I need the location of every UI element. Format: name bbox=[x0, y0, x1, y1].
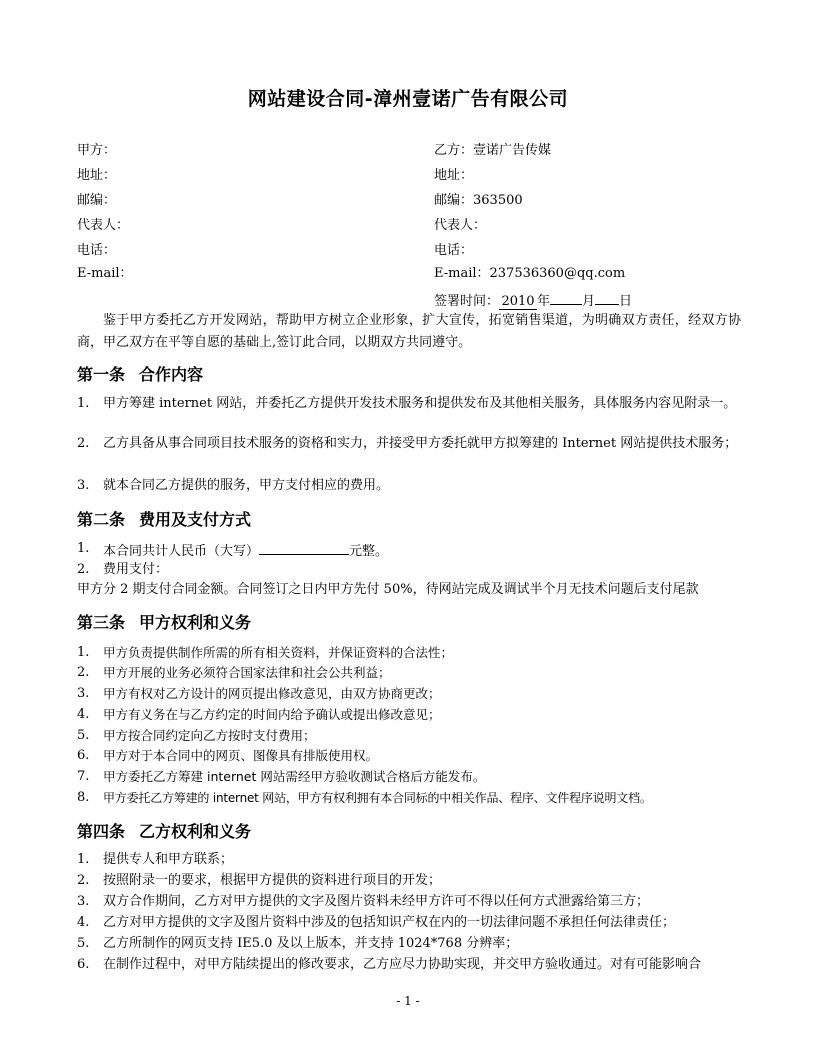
list-item bbox=[77, 643, 741, 663]
list-number: 6. bbox=[77, 957, 90, 972]
list-item-text: 按照附录一的要求，根据甲方提供的资料进行项目的开发； bbox=[103, 873, 442, 888]
list-number: 5. bbox=[77, 728, 90, 743]
sign-date-year-unit: 年 bbox=[537, 294, 551, 309]
section-2-number: 第二条 bbox=[77, 510, 126, 529]
list-item-text: 甲方开展的业务必须符合国家法律和社会公共利益； bbox=[103, 665, 391, 680]
sign-date-day-blank bbox=[595, 289, 619, 305]
fee-amount-blank bbox=[259, 539, 349, 555]
party-b-representative: 代表人： bbox=[434, 218, 487, 233]
list-item-text: 乙方具备从事合同项目技术服务的资格和实力，并接受甲方委托就甲方拟筹建的 Internet 网站提供技术服务； bbox=[103, 436, 738, 451]
section-3-heading bbox=[77, 610, 251, 633]
payment-terms: 甲方分 2 期支付合同金额。合同签订之日内甲方先付 50%，待网站完成及调试半个月无技术问题后支付尾款 bbox=[77, 582, 699, 597]
section-2-heading bbox=[77, 507, 251, 530]
list-number: 2. bbox=[77, 873, 90, 888]
sign-date-month-unit: 月 bbox=[582, 294, 596, 309]
section-4-heading bbox=[77, 819, 251, 842]
list-item bbox=[77, 913, 741, 933]
list-item-text bbox=[103, 539, 741, 562]
list-number: 3. bbox=[77, 478, 90, 493]
party-a-email: E-mail： bbox=[77, 266, 133, 281]
list-item-text: 甲方负责提供制作所需的所有相关资料，并保证资料的合法性； bbox=[103, 645, 454, 660]
party-b-postcode: 邮编：363500 bbox=[434, 193, 523, 208]
sign-date-day-unit: 日 bbox=[619, 294, 633, 309]
document-title: 网站建设合同-漳州壹诺广告有限公司 bbox=[247, 88, 569, 110]
section-3-title: 甲方权利和义务 bbox=[139, 613, 252, 632]
list-item bbox=[77, 726, 741, 746]
party-b-email: E-mail：237536360@qq.com bbox=[434, 266, 626, 281]
list-item bbox=[77, 705, 741, 725]
fee-prefix: 本合同共计人民币（大写） bbox=[103, 544, 260, 559]
sign-date-label: 签署时间： bbox=[434, 294, 500, 309]
list-item-text: 乙方对甲方提供的文字及图片资料中涉及的包括知识产权在内的一切法律问题不承担任何法律责任； bbox=[103, 915, 676, 930]
page-number: - 1 - bbox=[396, 994, 420, 1008]
list-item-text: 甲方对于本合同中的网页、图像具有排版使用权。 bbox=[103, 748, 379, 763]
list-item bbox=[77, 746, 741, 766]
list-item-text: 甲方筹建 internet 网站，并委托乙方提供开发技术服务和提供发布及其他相关服务，具体服务内容见附录一。 bbox=[103, 396, 737, 411]
party-a-label: 甲方： bbox=[77, 143, 117, 158]
list-item bbox=[77, 955, 741, 975]
list-number: 3. bbox=[77, 686, 90, 701]
list-item-text: 甲方委托乙方筹建 internet 网站需经甲方验收测试合格后方能发布。 bbox=[103, 769, 486, 784]
list-item bbox=[77, 871, 741, 891]
list-item-text: 在制作过程中，对甲方陆续提出的修改要求，乙方应尽力协助实现，并交甲方验收通过。对有可能影响合 bbox=[103, 957, 702, 972]
intro-paragraph: 鉴于甲方委托乙方开发网站，帮助甲方树立企业形象，扩大宣传，拓宽销售渠道，为明确双方责任，经双方协商，甲乙双方在平等自愿的基础上,签订此合同，以期双方共同遵守。 bbox=[77, 313, 741, 350]
list-item-text: 甲方有权对乙方设计的网页提出修改意见，由双方协商更改； bbox=[103, 686, 441, 701]
list-number: 2. bbox=[77, 665, 90, 680]
list-item-text: 甲方委托乙方筹建的 internet 网站，甲方有权利拥有本合同标的中相关作品、程序、文件程序说明文档。 bbox=[103, 791, 652, 805]
fee-suffix: 元整。 bbox=[349, 544, 389, 559]
party-b-address: 地址： bbox=[434, 168, 474, 183]
list-item bbox=[77, 434, 741, 454]
list-number: 6. bbox=[77, 748, 90, 763]
section-1-title: 合作内容 bbox=[139, 365, 204, 384]
list-item bbox=[77, 394, 741, 414]
party-a-representative: 代表人： bbox=[77, 218, 130, 233]
list-item bbox=[77, 788, 741, 808]
list-item bbox=[77, 663, 741, 683]
list-number: 3. bbox=[77, 894, 90, 909]
party-a-phone: 电话： bbox=[77, 243, 117, 258]
list-item-text: 乙方所制作的网页支持 IE5.0 及以上版本，并支持 1024*768 分辨率； bbox=[103, 936, 519, 951]
list-item bbox=[77, 892, 741, 912]
list-number: 2. bbox=[77, 436, 90, 451]
list-number: 8. bbox=[77, 790, 90, 805]
list-item-text: 费用支付： bbox=[103, 562, 169, 577]
section-4-number: 第四条 bbox=[77, 822, 126, 841]
list-item bbox=[77, 684, 741, 704]
list-item bbox=[77, 539, 741, 562]
list-number: 4. bbox=[77, 707, 90, 722]
section-3-number: 第三条 bbox=[77, 613, 126, 632]
list-item-text: 提供专人和甲方联系； bbox=[103, 852, 234, 867]
list-item bbox=[77, 476, 741, 496]
sign-date-year: 2010 bbox=[499, 294, 537, 310]
list-item-text: 甲方按合同约定向乙方按时支付费用； bbox=[103, 728, 316, 743]
list-item-text: 甲方有义务在与乙方约定的时间内给予确认或提出修改意见； bbox=[103, 707, 441, 722]
list-item-text: 双方合作期间，乙方对甲方提供的文字及图片资料未经甲方许可不得以任何方式泄露给第三方； bbox=[103, 894, 650, 909]
list-number: 7. bbox=[77, 769, 90, 784]
section-1-heading bbox=[77, 362, 203, 385]
list-number: 4. bbox=[77, 915, 90, 930]
list-number: 5. bbox=[77, 936, 90, 951]
list-item bbox=[77, 560, 741, 580]
list-number: 1. bbox=[77, 645, 90, 660]
section-2-title: 费用及支付方式 bbox=[139, 510, 252, 529]
list-item bbox=[77, 767, 741, 787]
party-a-address: 地址： bbox=[77, 168, 117, 183]
list-number: 2. bbox=[77, 562, 90, 577]
section-4-title: 乙方权利和义务 bbox=[139, 822, 252, 841]
list-number: 1. bbox=[77, 852, 90, 867]
list-item bbox=[77, 850, 741, 870]
sign-date bbox=[434, 289, 632, 310]
sign-date-month-blank bbox=[550, 289, 582, 305]
party-b-label: 乙方：壹诺广告传媒 bbox=[434, 143, 552, 158]
party-b-phone: 电话： bbox=[434, 243, 474, 258]
list-item bbox=[77, 934, 741, 954]
list-item-text: 就本合同乙方提供的服务，甲方支付相应的费用。 bbox=[103, 478, 390, 493]
section-1-number: 第一条 bbox=[77, 365, 126, 384]
list-number: 1. bbox=[77, 396, 90, 411]
party-a-postcode: 邮编： bbox=[77, 193, 117, 208]
list-number: 1. bbox=[77, 541, 90, 556]
